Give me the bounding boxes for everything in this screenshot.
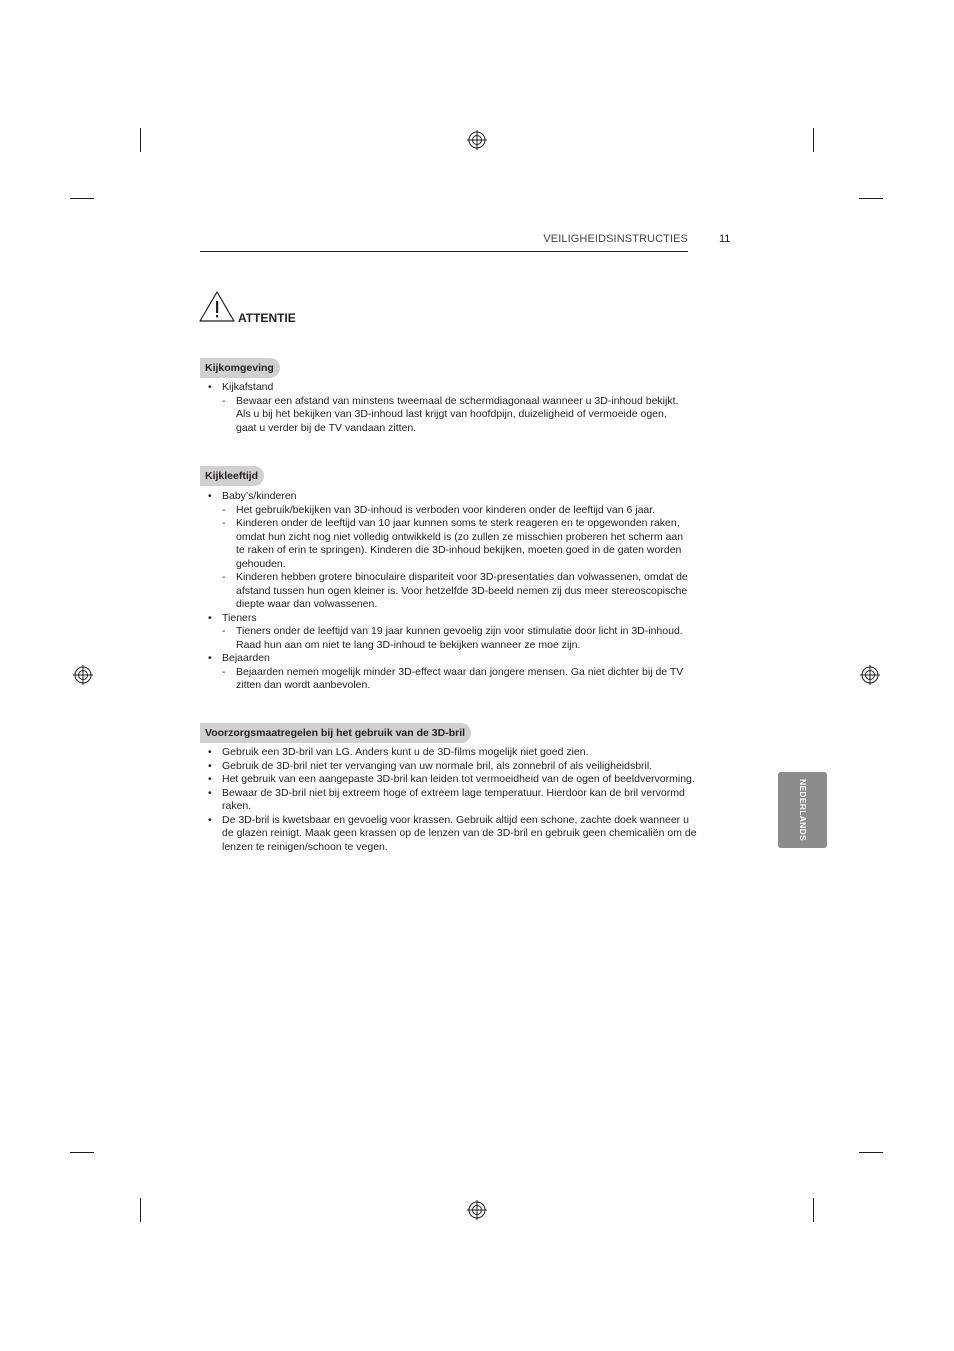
sub-item [200,504,740,518]
text-line: lenzen te reinigen/schoon te vegen. [222,840,388,853]
text-line: diepte waar dan volwassenen. [236,598,378,610]
text-line: • De 3D-bril is kwetsbaar en gevoelig voor krassen. Gebruik altijd een schone, zachte doek wanneer u [222,813,689,826]
text-line: Als u bij het bekijken van 3D-inhoud last krijgt van hoofdpijn, duizeligheid of vermoeide ogen, [236,408,667,420]
text-line: • Het gebruik van een aangepaste 3D-bril kan leiden tot vermoeidheid van de ogen of beeldvervorming. [222,773,695,785]
text-line: - Bewaar een afstand van minstens tweemaal de schermdiagonaal wanneer u 3D-inhoud bekijkt. [236,394,679,407]
text-line: - Kinderen onder de leeftijd van 10 jaar kunnen soms te sterk reageren en te opgewonden raken, [236,517,680,529]
registration-mark-icon [467,130,487,150]
section-body [200,746,740,854]
section-heading: Kijkleeftijd [200,466,264,486]
header-rule [200,251,688,252]
sub-item [200,571,740,612]
bullet-item: • Baby’s/kinderen [200,490,740,504]
text-line: - Tieners onder de leeftijd van 19 jaar kunnen gevoelig zijn voor stimulatie door licht in 3D-inhoud. [236,625,683,637]
sub-item [200,395,740,436]
text-line: gaat u verder bij de TV vandaan zitten. [236,421,417,434]
text-line: gehouden. [236,557,286,570]
language-tab-label: NEDERLANDS [797,778,808,842]
text-line: zitten dan wordt aanbevolen. [236,679,371,691]
text-line: - Bejaarden nemen mogelijk minder 3D-effect waar dan jongere mensen. Ga niet dichter bij de TV [236,665,684,678]
bullet-item: • Tieners [200,612,740,626]
text-line: raken. [222,800,252,812]
bullet-item [200,760,740,774]
section-heading: Kijkomgeving [200,358,280,378]
bullet-item [200,773,740,787]
bullet-item: • Bejaarden [200,652,740,666]
crop-mark [859,198,883,199]
registration-mark-icon [73,665,93,685]
crop-mark [140,1198,141,1222]
bullet-item [200,746,740,760]
attention-label: ATTENTIE [238,311,296,325]
page-number: 11 [719,233,731,245]
text-line: - Het gebruik/bekijken van 3D-inhoud is verboden voor kinderen onder de leeftijd van 6 jaar. [236,503,656,516]
text-line: • Gebruik een 3D-bril van LG. Anders kunt u de 3D-films mogelijk niet goed zien. [222,746,589,758]
crop-mark [70,1152,94,1153]
registration-mark-icon [860,665,880,685]
text-line: te raken of erin te springen). Kinderen die 3D-inhoud bekijken, moeten goed in de gaten worden [236,544,682,556]
section-body [200,490,740,693]
text-line: afstand tussen hun ogen kleiner is. Voor hetzelfde 3D-beeld nemen zij dus meer stereoscopische [236,584,688,597]
text-line: de glazen reinigt. Maak geen krassen op de lenzen van de 3D-bril en gebruik geen chemicaliën om de [222,827,697,839]
sub-item [200,625,740,652]
bullet-item [200,814,740,855]
text-line: omdat hun zicht nog niet volledig ontwikkeld is (zo zullen ze misschien proberen het scherm aan [236,530,684,543]
crop-mark [813,128,814,152]
section-body [200,381,740,435]
bullet-item [200,787,740,814]
crop-mark [140,128,141,152]
text-line: • Bewaar de 3D-bril niet bij extreem hoge of extreem lage temperatuur. Hierdoor kan de bril vervormd [222,786,685,799]
text-line: Raad hun aan om niet te lang 3D-inhoud te bekijken wanneer ze moe zijn. [236,638,581,651]
bullet-item: • Kijkafstand [200,381,740,395]
crop-mark [859,1152,883,1153]
text-line: - Kinderen hebben grotere binoculaire dispariteit voor 3D-presentaties dan volwassenen, omdat de [236,571,688,583]
section-heading: Voorzorgsmaatregelen bij het gebruik van de 3D-bril [200,723,471,743]
text-line: • Gebruik de 3D-bril niet ter vervanging van uw normale bril, als zonnebril of als veiligheidsbril. [222,759,653,772]
sub-item [200,517,740,571]
registration-mark-icon [467,1200,487,1220]
sub-item [200,666,740,693]
warning-triangle-icon [199,290,239,326]
crop-mark [70,198,94,199]
language-tab [778,772,827,848]
crop-mark [813,1198,814,1222]
running-header-title: VEILIGHEIDSINSTRUCTIES [543,233,688,245]
